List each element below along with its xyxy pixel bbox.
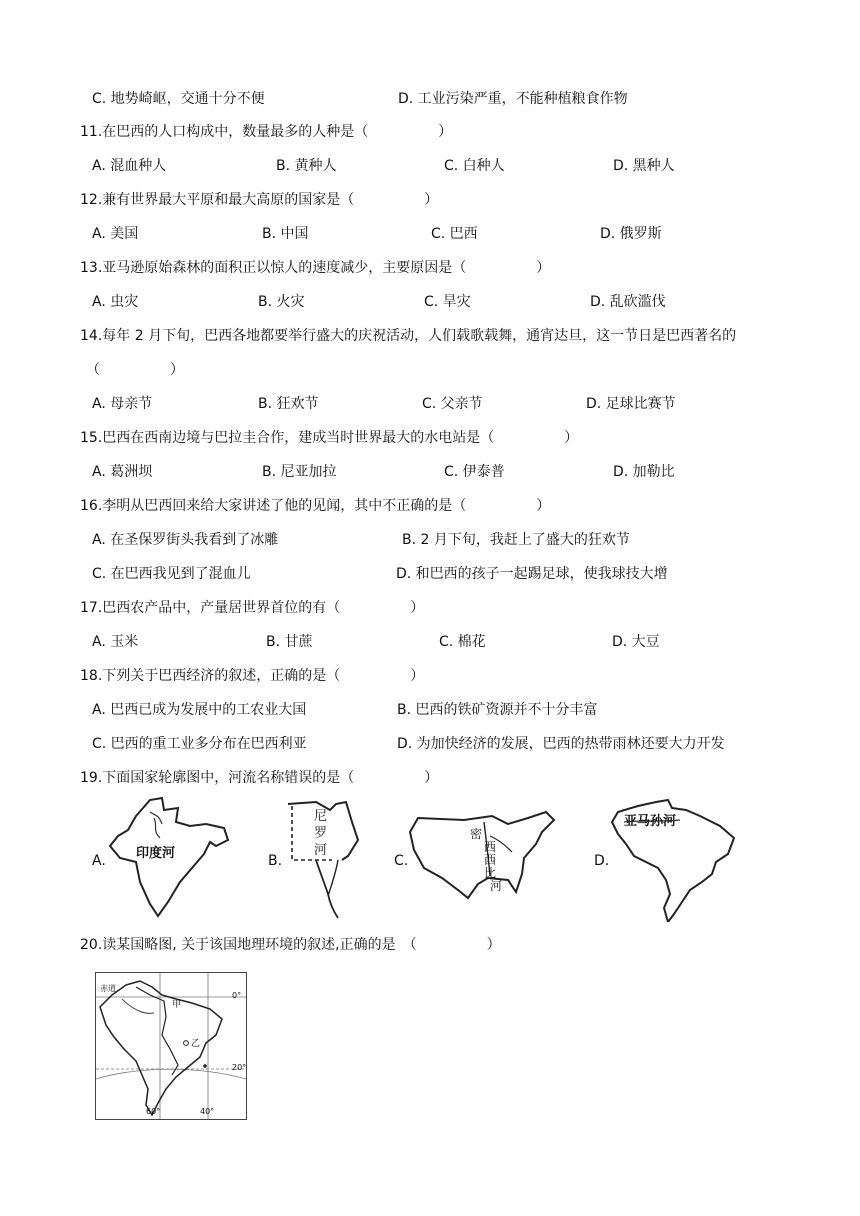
egypt-river-label: 尼 罗 河 bbox=[314, 809, 328, 858]
q19-option-a[interactable]: A. bbox=[92, 853, 106, 869]
question-14: 14.每年 2 月下旬，巴西各地都要举行盛大的庆祝活动，人们载歌载舞，通宵达旦，这一节日是巴西著名的 bbox=[80, 328, 737, 344]
map-20-lat20-label: 20° bbox=[232, 1063, 247, 1072]
question-20: 20.读某国略图, 关于该国地理环境的叙述,正确的是 （ ） bbox=[80, 937, 501, 953]
q17-option-d[interactable]: D. 大豆 bbox=[612, 634, 660, 650]
map-20-point-yi: 乙 bbox=[191, 1039, 201, 1049]
q13-option-a[interactable]: A. 虫灾 bbox=[92, 294, 139, 310]
q12-option-a[interactable]: A. 美国 bbox=[92, 226, 139, 242]
q16-option-c[interactable]: C. 在巴西我见到了混血儿 bbox=[92, 566, 251, 582]
q14-option-c[interactable]: C. 父亲节 bbox=[422, 396, 483, 412]
q18-option-c[interactable]: C. 巴西的重工业多分布在巴西利亚 bbox=[92, 736, 307, 752]
map-egypt[interactable] bbox=[282, 800, 362, 922]
question-18: 18.下列关于巴西经济的叙述，正确的是（ ） bbox=[80, 668, 425, 684]
q18-option-a[interactable]: A. 巴西已成为发展中的工农业大国 bbox=[92, 702, 307, 718]
q17-option-a[interactable]: A. 玉米 bbox=[92, 634, 139, 650]
brazil-river-label: 亚马孙河 bbox=[624, 814, 677, 829]
question-16: 16.李明从巴西回来给大家讲述了他的见闻，其中不正确的是（ ） bbox=[80, 498, 551, 514]
question-14-bracket: （ ） bbox=[86, 362, 184, 378]
question-12: 12.兼有世界最大平原和最大高原的国家是（ ） bbox=[80, 192, 439, 208]
q18-option-d[interactable]: D. 为加快经济的发展，巴西的热带雨林还要大力开发 bbox=[397, 736, 725, 752]
map-20-equator-label: 赤道 bbox=[100, 984, 116, 993]
q13-option-b[interactable]: B. 火灾 bbox=[258, 294, 305, 310]
q12-option-c[interactable]: C. 巴西 bbox=[431, 226, 478, 242]
question-11: 11.在巴西的人口构成中，数量最多的人种是（ ） bbox=[80, 124, 453, 140]
map-20-lon40-label: 40° bbox=[200, 1107, 215, 1116]
q15-option-b[interactable]: B. 尼亚加拉 bbox=[262, 464, 337, 480]
question-13: 13.亚马逊原始森林的面积正以惊人的速度减少，主要原因是（ ） bbox=[80, 260, 551, 276]
q10-option-d[interactable]: D. 工业污染严重，不能种植粮食作物 bbox=[398, 91, 628, 107]
q18-option-b[interactable]: B. 巴西的铁矿资源并不十分丰富 bbox=[397, 702, 598, 718]
q16-option-a[interactable]: A. 在圣保罗街头我看到了冰雕 bbox=[92, 532, 279, 548]
map-brazil[interactable] bbox=[608, 798, 738, 922]
q10-option-c[interactable]: C. 地势崎岖，交通十分不便 bbox=[92, 91, 265, 107]
q11-option-b[interactable]: B. 黄种人 bbox=[276, 158, 337, 174]
q16-option-b[interactable]: B. 2 月下旬，我赶上了盛大的狂欢节 bbox=[402, 532, 630, 548]
q17-option-c[interactable]: C. 棉花 bbox=[439, 634, 486, 650]
q12-option-b[interactable]: B. 中国 bbox=[262, 226, 309, 242]
q14-option-b[interactable]: B. 狂欢节 bbox=[258, 396, 319, 412]
map-usa[interactable] bbox=[404, 808, 564, 908]
q13-option-d[interactable]: D. 乱砍滥伐 bbox=[590, 294, 666, 310]
q19-option-d[interactable]: D. bbox=[594, 853, 610, 869]
q14-option-a[interactable]: A. 母亲节 bbox=[92, 396, 153, 412]
map-20-lon60-label: 60° bbox=[146, 1107, 161, 1116]
q12-option-d[interactable]: D. 俄罗斯 bbox=[600, 226, 662, 242]
q11-option-c[interactable]: C. 白种人 bbox=[444, 158, 505, 174]
q16-option-d[interactable]: D. 和巴西的孩子一起踢足球，使我球技大增 bbox=[396, 566, 668, 582]
q11-option-a[interactable]: A. 混血种人 bbox=[92, 158, 167, 174]
map-20-lat0-label: 0° bbox=[232, 991, 242, 1000]
q13-option-c[interactable]: C. 旱灾 bbox=[424, 294, 471, 310]
question-19: 19.下面国家轮廓图中，河流名称错误的是（ ） bbox=[80, 770, 439, 786]
question-15: 15.巴西在西南边境与巴拉圭合作，建成当时世界最大的水电站是（ ） bbox=[80, 430, 579, 446]
map-india[interactable] bbox=[106, 796, 230, 918]
usa-river-label: 密 西 西 比 河 bbox=[470, 827, 503, 893]
india-river-label: 印度河 bbox=[136, 846, 176, 861]
q15-option-a[interactable]: A. 葛洲坝 bbox=[92, 464, 153, 480]
q14-option-d[interactable]: D. 足球比赛节 bbox=[586, 396, 676, 412]
q19-option-c[interactable]: C. bbox=[394, 853, 409, 869]
q19-option-b[interactable]: B. bbox=[268, 853, 283, 869]
map-20-point-jia: 甲 bbox=[172, 1000, 182, 1010]
q15-option-c[interactable]: C. 伊泰普 bbox=[444, 464, 505, 480]
map-20-country[interactable] bbox=[95, 972, 247, 1120]
question-17: 17.巴西农产品中，产量居世界首位的有（ ） bbox=[80, 600, 425, 616]
map-20-outline bbox=[96, 973, 246, 1119]
q11-option-d[interactable]: D. 黑种人 bbox=[613, 158, 675, 174]
q15-option-d[interactable]: D. 加勒比 bbox=[613, 464, 675, 480]
q17-option-b[interactable]: B. 甘蔗 bbox=[266, 634, 313, 650]
